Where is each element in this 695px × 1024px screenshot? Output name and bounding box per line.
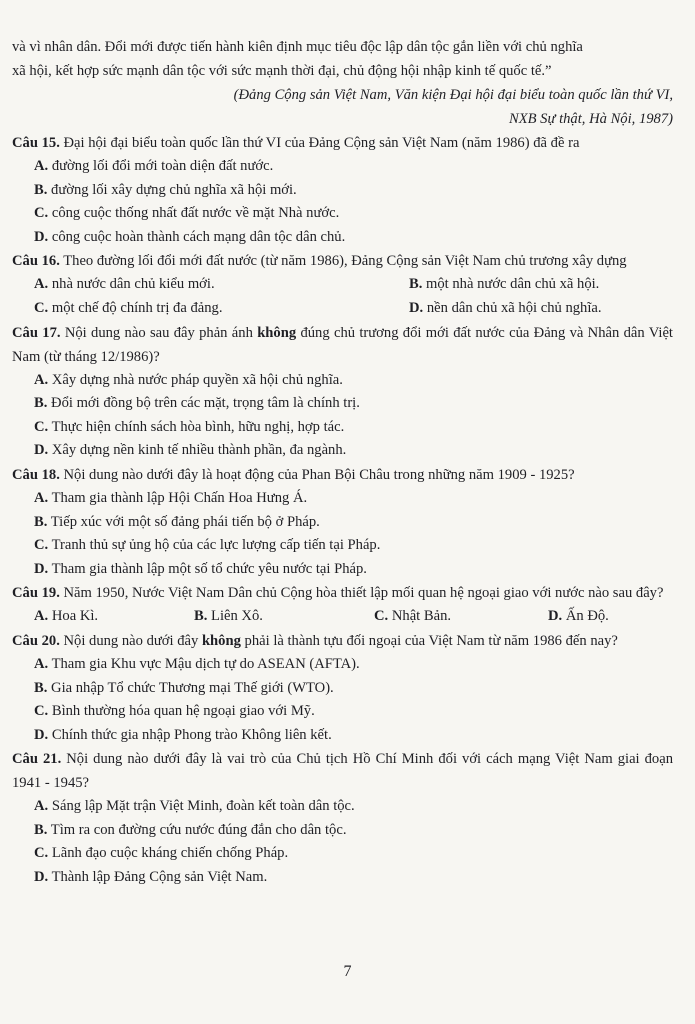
option-a: A. Sáng lập Mặt trận Việt Minh, đoàn kết toàn dân tộc. xyxy=(34,798,355,815)
question-number: Câu 17. xyxy=(12,324,61,341)
options-grid xyxy=(12,605,673,629)
question-number: Câu 18. xyxy=(12,466,60,483)
quote-line: xã hội, kết hợp sức mạnh dân tộc với sức mạnh thời đại, chủ động hội nhập kinh tế quốc tế.” xyxy=(12,63,552,79)
page-content xyxy=(12,35,673,890)
citation-line: (Đảng Cộng sản Việt Nam, Văn kiện Đại hội đại biểu toàn quốc lần thứ VI, xyxy=(233,87,673,103)
question-number: Câu 15. xyxy=(12,135,60,151)
option-a: A. Tham gia Khu vực Mậu dịch tự do ASEAN (AFTA). xyxy=(34,655,360,672)
option-c: C. Thực hiện chính sách hòa bình, hữu nghị, hợp tác. xyxy=(34,418,345,435)
option-d: D. nền dân chủ xã hội chủ nghĩa. xyxy=(409,299,602,316)
question-number: Câu 20. xyxy=(12,632,60,649)
question-17: Câu 17. Nội dung nào sau đây phản ánh không đúng chủ trương đổi mới đất nước của Đảng và Nhân dân Việt Nam (từ tháng 12/1986)? xyxy=(12,324,673,365)
question-text: Đại hội đại biểu toàn quốc lần thứ VI của Đảng Cộng sản Việt Nam (năm 1986) đã đề ra xyxy=(59,135,580,151)
question-19 xyxy=(12,581,673,605)
citation-line: NXB Sự thật, Hà Nội, 1987) xyxy=(508,111,673,127)
option-b: B. Tìm ra con đường cứu nước đúng đắn cho dân tộc. xyxy=(34,821,347,838)
option-b: B. một nhà nước dân chủ xã hội. xyxy=(409,276,600,293)
question-number: Câu 21. xyxy=(12,751,62,768)
option-c: C. công cuộc thống nhất đất nước về mặt Nhà nước. xyxy=(34,205,340,222)
question-15 xyxy=(12,131,673,155)
option-d: D. Chính thức gia nhập Phong trào Không liên kết. xyxy=(34,726,332,743)
quote-line: và vì nhân dân. Đổi mới được tiến hành kiên định mục tiêu độc lập dân tộc gắn liền với chủ nghĩa xyxy=(12,39,583,55)
question-16 xyxy=(12,249,673,273)
option-b: B. Tiếp xúc với một số đảng phái tiến bộ ở Pháp. xyxy=(34,513,320,530)
option-b: B. Đổi mới đồng bộ trên các mặt, trọng tâm là chính trị. xyxy=(34,395,360,412)
emphasis: không xyxy=(201,632,241,649)
emphasis: không xyxy=(257,324,297,341)
question-20: Câu 20. Nội dung nào dưới đây không phải là thành tựu đối ngoại của Việt Nam từ năm 1986 đến nay? xyxy=(12,632,618,649)
option-c: C. Nhật Bản. xyxy=(374,608,452,625)
options-grid xyxy=(12,273,673,320)
option-c: C. một chế độ chính trị đa đảng. xyxy=(34,299,223,316)
question-21 xyxy=(12,747,673,795)
option-a: A. Hoa Kì. xyxy=(34,608,99,625)
option-a: A. Xây dựng nhà nước pháp quyền xã hội chủ nghĩa. xyxy=(34,371,343,388)
option-c: C. Bình thường hóa quan hệ ngoại giao với Mỹ. xyxy=(34,703,315,720)
page-number: 7 xyxy=(343,963,352,980)
option-b: B. đường lối xây dựng chủ nghĩa xã hội mới. xyxy=(34,181,297,198)
option-b: B. Gia nhập Tổ chức Thương mại Thế giới (WTO). xyxy=(34,679,334,696)
option-d: D. công cuộc hoàn thành cách mạng dân tộc dân chủ. xyxy=(34,228,346,245)
option-d: D. Thành lập Đảng Cộng sản Việt Nam. xyxy=(34,869,268,886)
option-a: A. nhà nước dân chủ kiểu mới. xyxy=(34,276,215,293)
question-text: Theo đường lối đổi mới đất nước (từ năm 1986), Đảng Cộng sản Việt Nam chủ trương xây dựng xyxy=(59,253,627,270)
option-d: D. Tham gia thành lập một số tổ chức yêu nước tại Pháp. xyxy=(34,560,367,577)
question-number: Câu 16. xyxy=(12,253,60,270)
option-a: A. Tham gia thành lập Hội Chấn Hoa Hưng Á. xyxy=(34,489,308,506)
question-text: Nội dung nào dưới đây là hoạt động của Phan Bội Châu trong những năm 1909 - 1925? xyxy=(59,466,575,483)
option-a: A. đường lối đổi mới toàn diện đất nước. xyxy=(34,158,274,174)
option-c: C. Tranh thủ sự ủng hộ của các lực lượng cấp tiến tại Pháp. xyxy=(34,537,381,554)
question-text: Nội dung nào dưới đây là vai trò của Chủ tịch Hồ Chí Minh đối với cách mạng Việt Nam giai đoạn 1941 - 1945? xyxy=(12,751,673,792)
question-number: Câu 19. xyxy=(12,585,60,602)
option-d: D. Xây dựng nền kinh tế nhiều thành phần, đa ngành. xyxy=(34,442,347,459)
option-d: D. Ấn Độ. xyxy=(548,608,609,625)
option-b: B. Liên Xô. xyxy=(194,608,263,625)
question-text: Năm 1950, Nước Việt Nam Dân chủ Cộng hòa thiết lập mối quan hệ ngoại giao với nước nào sau đây? xyxy=(59,585,664,602)
option-c: C. Lãnh đạo cuộc kháng chiến chống Pháp. xyxy=(34,845,289,862)
question-18 xyxy=(12,463,673,487)
